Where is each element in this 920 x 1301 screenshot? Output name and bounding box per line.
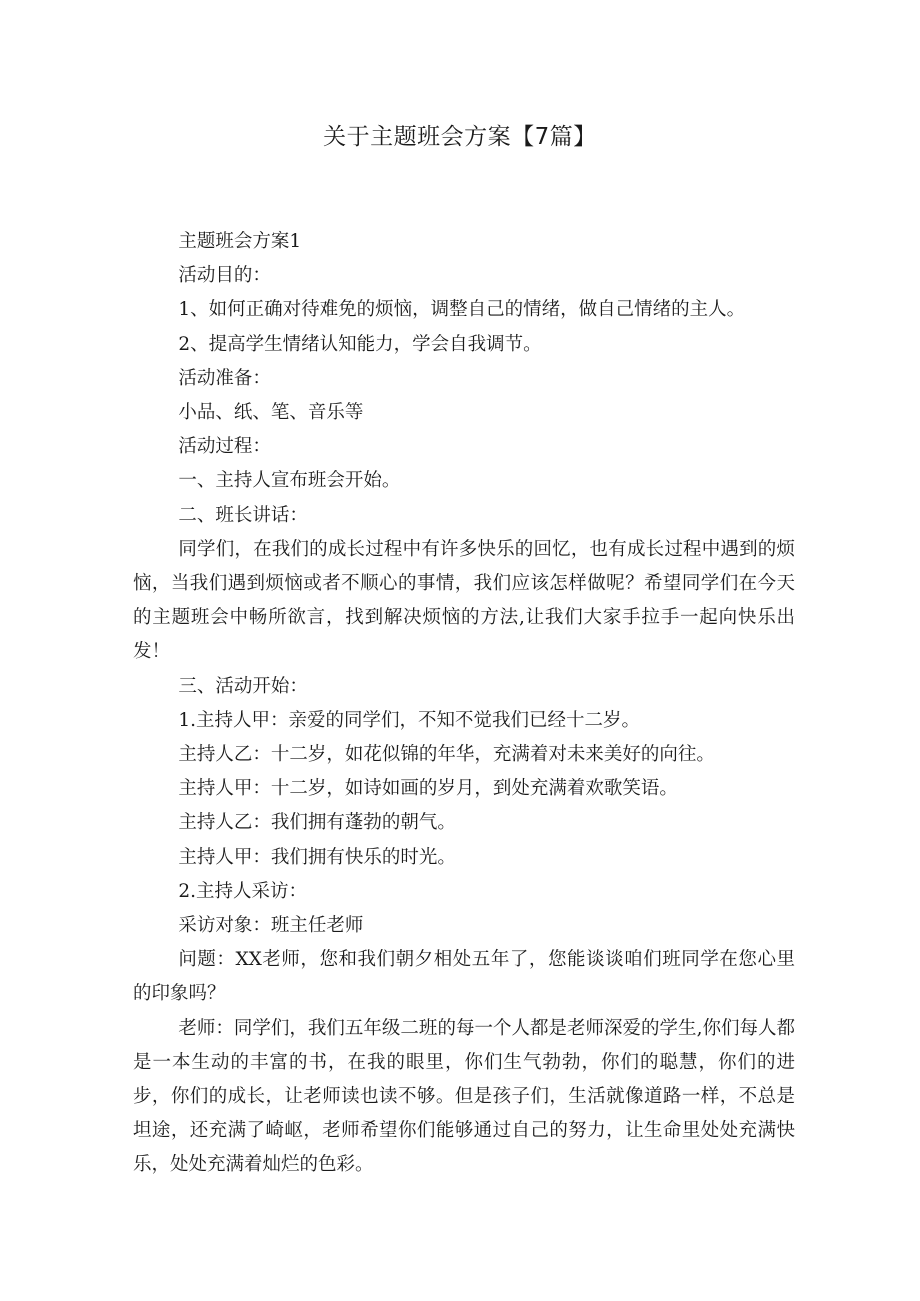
paragraph: 活动目的： <box>178 265 271 287</box>
paragraph: 活动过程： <box>178 436 271 458</box>
paragraph: 采访对象：班主任老师 <box>178 915 364 937</box>
paragraph: 活动准备： <box>178 367 271 389</box>
paragraph: 1、如何正确对待难免的烦恼，调整自己的情绪，做自己情绪的主人。 <box>178 299 746 321</box>
paragraph: 主持人甲：十二岁，如诗如画的岁月，到处充满着欢歌笑语。 <box>178 778 678 800</box>
paragraph: 老师：同学们，我们五年级二班的每一个人都是老师深爱的学生,你们每人都是一本生动的丰富的书，在我的眼里，你们生气勃勃，你们的聪慧，你们的进步，你们的成长，让老师读也读不够。但是孩子们，生活就像道路一样，不总是坦途，还充满了崎岖，老师希望你们能够通过自己的努力，让生命里处处充满快乐，处处充满着灿烂的色彩。 <box>133 1017 795 1176</box>
paragraph: 一、主持人宣布班会开始。 <box>178 470 401 492</box>
paragraph: 小品、纸、笔、音乐等 <box>178 402 364 424</box>
paragraph: 2、提高学生情绪认知能力，学会自我调节。 <box>178 333 542 355</box>
paragraph: 同学们，在我们的成长过程中有许多快乐的回忆，也有成长过程中遇到的烦恼，当我们遇到烦恼或者不顺心的事情，我们应该怎样做呢？希望同学们在今天的主题班会中畅所欲言，找到解决烦恼的方法,让我们大家手拉手一起向快乐出发！ <box>133 538 795 663</box>
paragraph: 1.主持人甲：亲爱的同学们，不知不觉我们已经十二岁。 <box>178 709 640 731</box>
paragraph: 主持人乙：十二岁，如花似锦的年华，充满着对未来美好的向往。 <box>178 744 715 766</box>
paragraph: 主持人甲：我们拥有快乐的时光。 <box>178 846 456 868</box>
document-body <box>133 225 795 1183</box>
paragraph: 问题：XX老师，您和我们朝夕相处五年了，您能谈谈咱们班同学在您心里的印象吗？ <box>133 949 795 1005</box>
paragraph: 三、活动开始： <box>178 675 308 697</box>
document-title: 关于主题班会方案【7篇】 <box>323 124 597 150</box>
paragraph: 二、班长讲话： <box>178 504 308 526</box>
section-heading: 主题班会方案1 <box>178 231 302 252</box>
paragraph: 主持人乙：我们拥有蓬勃的朝气。 <box>178 812 456 834</box>
paragraph: 2.主持人采访： <box>178 880 307 902</box>
